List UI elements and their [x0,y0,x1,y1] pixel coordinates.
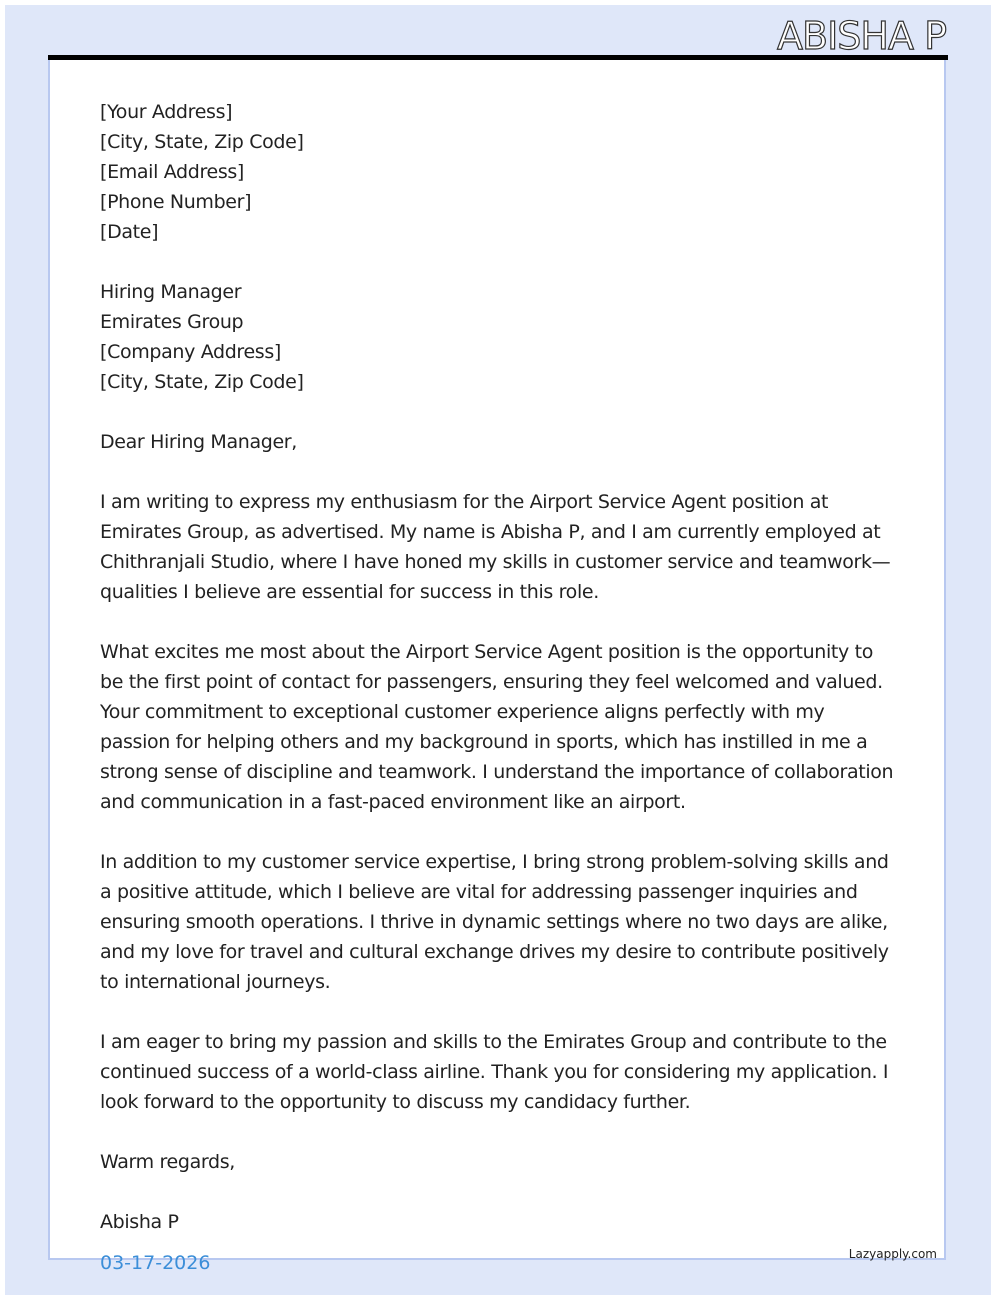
sender-phone: [Phone Number] [100,191,252,213]
cover-letter-body [100,97,900,1237]
sender-date: [Date] [100,221,159,243]
body-paragraph: I am writing to express my enthusiasm for the Airport Service Agent position at Emirates Group, as advertised. My name is Abisha P, and I am currently employed at Chithranjali Studio, where I have honed my skills in customer service and teamwork—qualities I believe are essential for success in this role. [100,491,891,603]
recipient-address: [Company Address] [100,341,281,363]
salutation: Dear Hiring Manager, [100,431,297,453]
recipient-title: Hiring Manager [100,281,242,303]
watermark: Lazyapply.com [848,1247,937,1261]
sender-block [100,97,900,247]
sender-email: [Email Address] [100,161,244,183]
footer-date: 03-17-2026 [100,1252,211,1274]
recipient-company: Emirates Group [100,311,244,333]
body-paragraph: I am eager to bring my passion and skills to the Emirates Group and contribute to the continued success of a world-class airline. Thank you for considering my application. I look forward to the opportunity to discuss my candidacy further. [100,1031,889,1113]
recipient-block [100,277,900,397]
body-paragraph: What excites me most about the Airport Service Agent position is the opportunity to be the first point of contact for passengers, ensuring they feel welcomed and valued. Your commitment to exceptional customer experience aligns perfectly with my passion for helping others and my background in sports, which has instilled in me a strong sense of discipline and teamwork. I understand the importance of collaboration and communication in a fast-paced environment like an airport. [100,641,894,813]
signature: Abisha P [100,1211,179,1233]
applicant-name-header: ABISHA P [777,14,946,58]
closing: Warm regards, [100,1151,235,1173]
body-paragraph: In addition to my customer service expertise, I bring strong problem-solving skills and a positive attitude, which I believe are vital for addressing passenger inquiries and ensuring smooth operations. I thrive in dynamic settings where no two days are alike, and my love for travel and cultural exchange drives my desire to contribute positively to international journeys. [100,851,889,993]
sender-address: [Your Address] [100,101,233,123]
sender-city-state-zip: [City, State, Zip Code] [100,131,304,153]
recipient-city-state-zip: [City, State, Zip Code] [100,371,304,393]
